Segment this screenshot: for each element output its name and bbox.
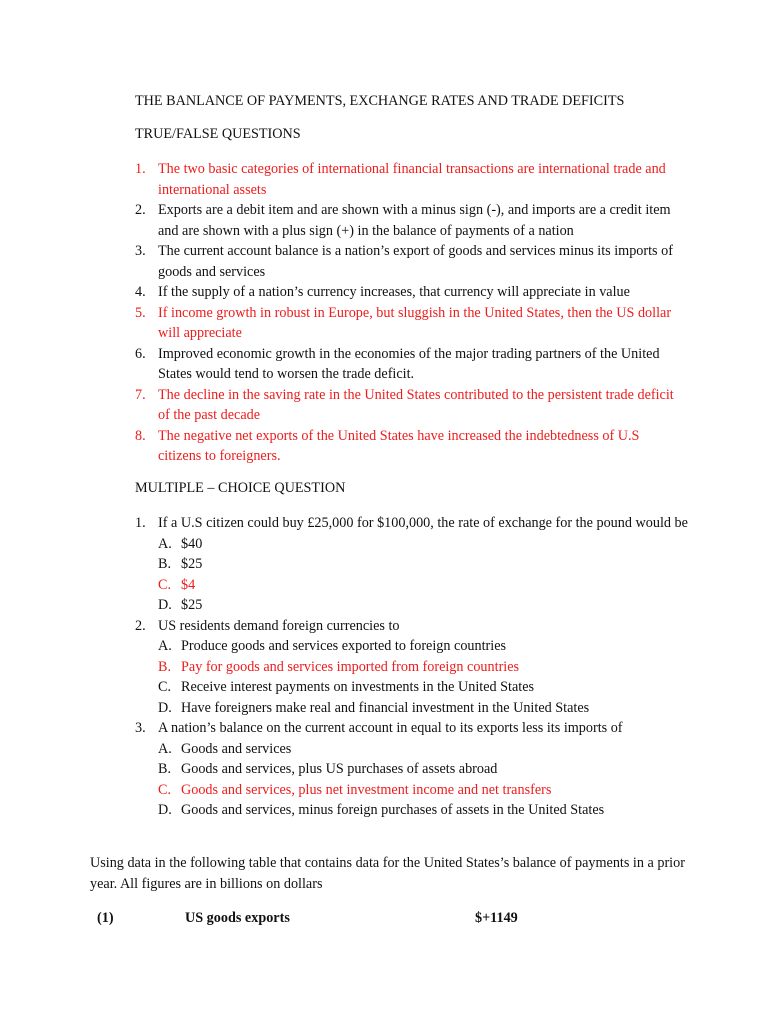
option-letter: D. (158, 802, 172, 818)
option-text: Produce goods and services exported to foreign countries (181, 638, 507, 654)
item-number: 4. (135, 284, 146, 300)
option-letter: C. (158, 781, 172, 798)
option (158, 595, 695, 616)
option (158, 657, 695, 678)
true-false-item (135, 385, 685, 426)
true-false-item (135, 241, 685, 282)
multiple-choice-list (135, 513, 695, 821)
option (158, 759, 695, 780)
option-letter: D. (158, 597, 172, 613)
option-letter: B. (158, 658, 172, 675)
option (158, 677, 695, 698)
question-number: 3. (135, 720, 146, 736)
option-letter: D. (158, 699, 172, 716)
item-text: If income growth in robust in Europe, but sluggish in the United States, then the US dollar will appreciate (158, 304, 672, 341)
option-text: Have foreigners make real and financial investment in the United States (181, 699, 590, 716)
option (158, 800, 695, 821)
option (158, 636, 695, 657)
item-number: 2. (135, 202, 146, 218)
item-text: Improved economic growth in the economies of the major trading partners of the United States would tend to worsen the trade deficit. (158, 345, 660, 382)
item-number: 1. (135, 161, 146, 177)
option (158, 780, 695, 801)
item-number: 7. (135, 386, 146, 403)
option (158, 575, 695, 596)
option-text: $25 (181, 597, 203, 613)
question-text: If a U.S citizen could buy £25,000 for $100,000, the rate of exchange for the pound would be (158, 515, 688, 531)
multiple-choice-heading: MULTIPLE – CHOICE QUESTION (135, 480, 346, 496)
item-text: The decline in the saving rate in the United States contributed to the persistent trade deficit of the past decade (158, 386, 674, 423)
item-number: 3. (135, 243, 146, 259)
true-false-list (135, 159, 685, 467)
option-text: Pay for goods and services imported from foreign countries (181, 658, 520, 675)
item-number: 6. (135, 345, 146, 362)
true-false-item (135, 159, 685, 200)
item-text: The negative net exports of the United States have increased the indebtedness of U.S citizens to foreigners. (158, 427, 640, 464)
option-list (158, 534, 695, 616)
option (158, 534, 695, 555)
true-false-item (135, 303, 685, 344)
option-letter: A. (158, 740, 172, 757)
true-false-item (135, 426, 685, 467)
option-letter: B. (158, 556, 172, 572)
mc-question (135, 616, 695, 719)
option (158, 739, 695, 760)
option-letter: A. (158, 535, 172, 552)
option-letter: C. (158, 576, 172, 593)
row-value: $+1149 (475, 910, 518, 926)
row-index: (1) (97, 910, 114, 926)
item-text: The current account balance is a nation’s export of goods and services minus its imports of goods and services (158, 243, 673, 280)
true-false-item (135, 344, 685, 385)
question-text: US residents demand foreign currencies to (158, 617, 400, 634)
option-text: Goods and services, minus foreign purchases of assets in the United States (181, 802, 605, 818)
true-false-item (135, 200, 685, 241)
item-number: 8. (135, 427, 146, 444)
option-text: Receive interest payments on investments in the United States (181, 679, 535, 695)
option-text: $4 (181, 576, 196, 593)
option-list (158, 739, 695, 821)
table-intro-text: Using data in the following table that contains data for the United States’s balance of payments in a prior year. All figures are in billions on dollars (90, 855, 685, 892)
option-text: Goods and services, plus net investment income and net transfers (181, 781, 552, 798)
true-false-item (135, 282, 685, 303)
document-title: THE BANLANCE OF PAYMENTS, EXCHANGE RATES AND TRADE DEFICITS (135, 93, 625, 109)
item-text: Exports are a debit item and are shown with a minus sign (-), and imports are a credit item and are shown with a plus sign (+) in the balance of payments of a nation (158, 202, 671, 239)
item-number: 5. (135, 304, 146, 321)
mc-question (135, 718, 695, 821)
option-letter: C. (158, 679, 172, 695)
question-number: 1. (135, 515, 146, 531)
true-false-heading: TRUE/FALSE QUESTIONS (135, 126, 301, 142)
option-text: $40 (181, 535, 203, 552)
item-text: If the supply of a nation’s currency increases, that currency will appreciate in value (158, 284, 630, 300)
item-text: The two basic categories of international financial transactions are international trade and international assets (158, 161, 666, 198)
option-letter: A. (158, 638, 172, 654)
option (158, 698, 695, 719)
option-text: Goods and services, plus US purchases of assets abroad (181, 761, 498, 777)
option-text: $25 (181, 556, 203, 572)
option-text: Goods and services (181, 740, 292, 757)
option-list (158, 636, 695, 718)
question-text: A nation’s balance on the current account in equal to its exports less its imports of (158, 720, 623, 736)
option (158, 554, 695, 575)
option-letter: B. (158, 761, 172, 777)
question-number: 2. (135, 617, 146, 634)
mc-question (135, 513, 695, 616)
row-label: US goods exports (185, 910, 290, 926)
